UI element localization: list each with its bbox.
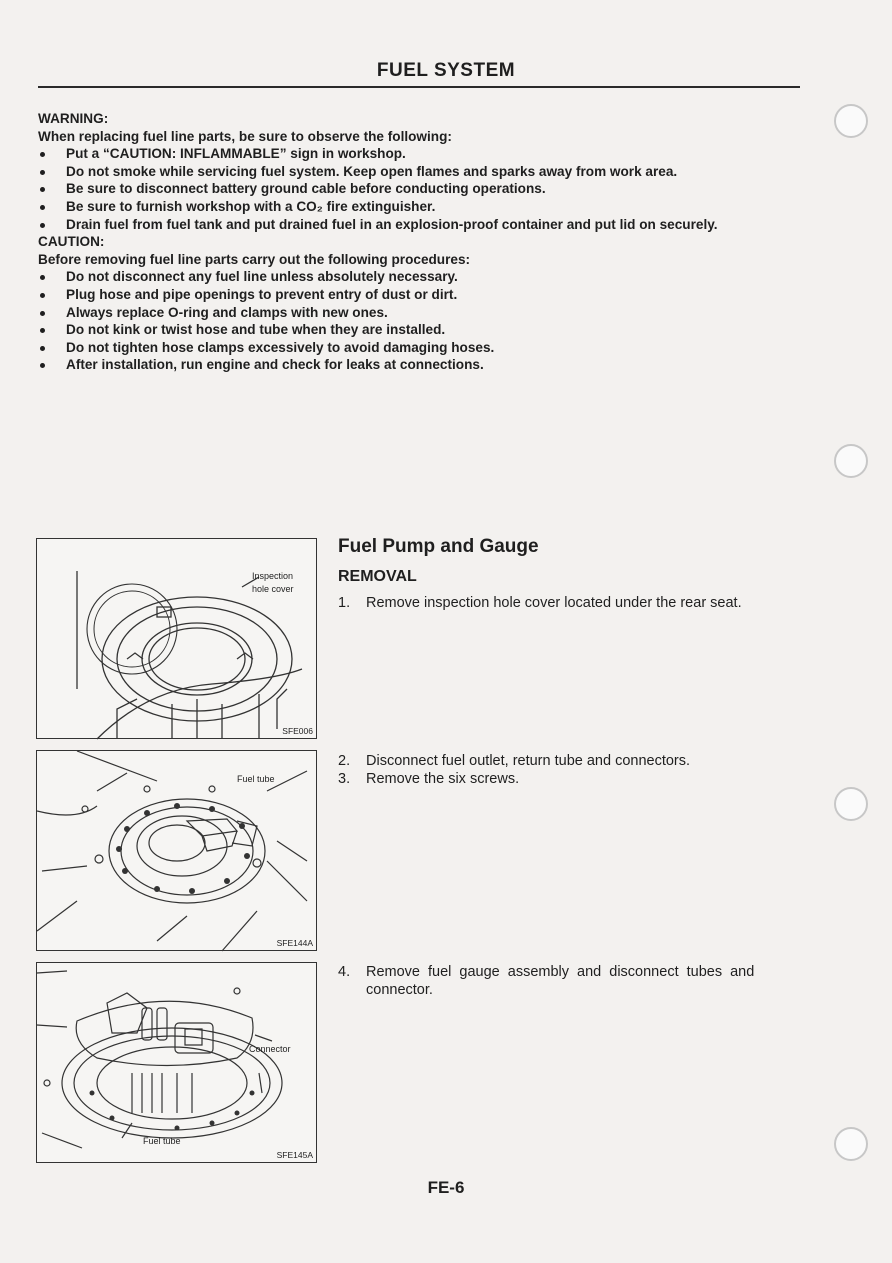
caution-item: Always replace O-ring and clamps with new ones. xyxy=(38,304,808,322)
punch-hole-2 xyxy=(834,444,868,478)
step-number: 2. xyxy=(338,753,351,769)
warning-item: Be sure to furnish workshop with a CO₂ fire extinguisher. xyxy=(38,198,808,216)
step-text: Remove inspection hole cover located under the rear seat. xyxy=(366,595,742,611)
inspection-label: Inspection xyxy=(252,571,294,581)
figure-code: SFE006 xyxy=(282,726,313,736)
caution-intro: Before removing fuel line parts carry out the following procedures: xyxy=(38,251,471,267)
step-number: 4. xyxy=(338,964,351,980)
caution-item: Do not tighten hose clamps excessively to avoid damaging hoses. xyxy=(38,339,808,357)
step-number: 3. xyxy=(338,771,351,787)
warning-item: Be sure to disconnect battery ground cable before conducting operations. xyxy=(38,180,808,198)
removal-subheading: REMOVAL xyxy=(338,568,417,585)
figure-code: SFE144A xyxy=(276,938,313,948)
caution-item: Plug hose and pipe openings to prevent entry of dust or dirt. xyxy=(38,286,808,304)
figure-fuel-tube xyxy=(36,750,317,951)
warning-intro: When replacing fuel line parts, be sure to observe the following: xyxy=(38,128,452,144)
caution-item: Do not disconnect any fuel line unless absolutely necessary. xyxy=(38,268,808,286)
removal-step-4 xyxy=(338,963,808,999)
figure-connector-fuel-tube xyxy=(36,962,317,1163)
hole-cover-label: hole cover xyxy=(252,584,294,594)
warning-item: Do not smoke while servicing fuel system. Keep open flames and sparks away from work area. xyxy=(38,163,808,181)
punch-hole-1 xyxy=(834,104,868,138)
step-number: 1. xyxy=(338,595,351,611)
section-title: Fuel Pump and Gauge xyxy=(338,536,539,557)
caution-heading: CAUTION: xyxy=(38,234,105,250)
fuel-tube-label: Fuel tube xyxy=(143,1136,181,1146)
step-text: Disconnect fuel outlet, return tube and connectors. xyxy=(366,753,691,769)
fuel-tube-illustration xyxy=(37,751,318,952)
punch-hole-4 xyxy=(834,1127,868,1161)
step-text-line-2: connector. xyxy=(366,982,433,998)
warning-heading: WARNING: xyxy=(38,111,109,126)
connector-label: Connector xyxy=(249,1044,291,1054)
figure-code: SFE145A xyxy=(276,1150,313,1160)
page-number: FE-6 xyxy=(427,1178,465,1197)
warning-caution-block xyxy=(38,110,808,374)
fuel-gauge-assembly-illustration xyxy=(37,963,318,1164)
warning-item: Put a “CAUTION: INFLAMMABLE” sign in workshop. xyxy=(38,145,808,163)
step-text: Remove the six screws. xyxy=(366,771,520,787)
figure-inspection-hole-cover xyxy=(36,538,317,739)
caution-item: After installation, run engine and check for leaks at connections. xyxy=(38,356,808,374)
fuel-tube-label: Fuel tube xyxy=(237,774,275,784)
header-divider xyxy=(38,86,800,88)
step-text-line-1: Remove fuel gauge assembly and disconnect tubes and xyxy=(366,964,755,980)
punch-hole-3 xyxy=(834,787,868,821)
page-header-title: FUEL SYSTEM xyxy=(376,60,516,81)
inspection-hole-cover-illustration xyxy=(37,539,318,740)
caution-item: Do not kink or twist hose and tube when they are installed. xyxy=(38,321,808,339)
warning-item: Drain fuel from fuel tank and put drained fuel in an explosion-proof container and put lid on securely. xyxy=(38,216,808,234)
